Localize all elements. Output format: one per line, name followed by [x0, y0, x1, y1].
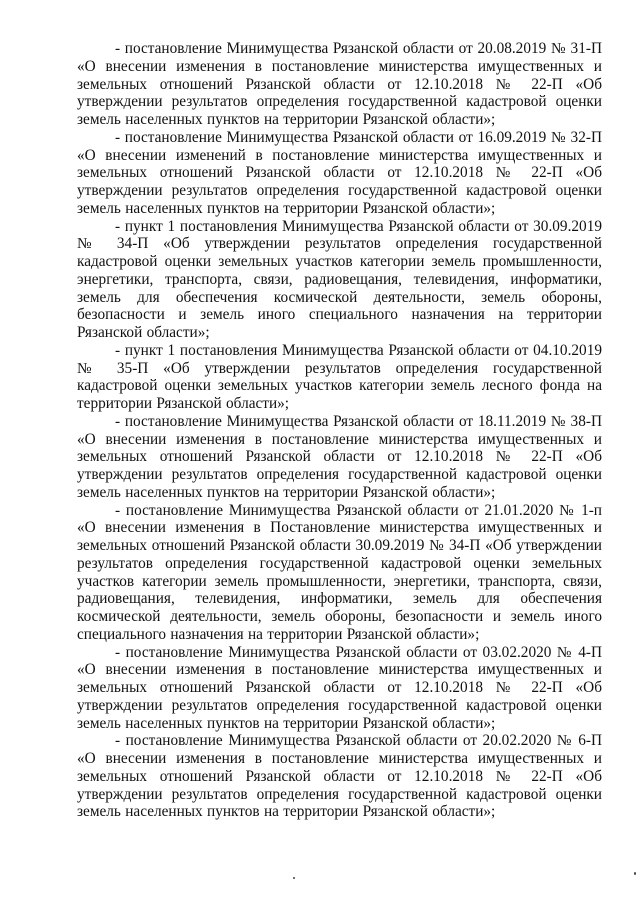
paragraph-1p: - постановление Минимущества Рязанской области от 21.01.2020 № 1-п «О внесении изменения в Постановление министерства имущественных и земельных отношений Рязанской области 30.09.2019 № 34-П «Об утверждении результатов определения государственной кадастровой оценки земельных участков категории земель промышленности, энергетики, транспорта, связи, радиовещания, телевидения, информатики, земель для обеспечения космической деятельности, земель обороны, безопасности и земель иного специального назначения на территории Рязанской области»;: [77, 501, 602, 643]
paragraph-35p: - пункт 1 постановления Минимущества Рязанской области от 04.10.2019 № 35-П «Об утверждении результатов определения государственной кадастровой оценки земельных участков категории земель лесного фонда на территории Рязанской области»;: [77, 341, 602, 412]
paragraph-32p: - постановление Минимущества Рязанской области от 16.09.2019 № 32-П «О внесении изменений в постановление министерства имущественных и земельных отношений Рязанской области от 12.10.2018 № 22-П «Об утверждении результатов определения государственной кадастровой оценки земель населенных пунктов на территории Рязанской области»;: [77, 128, 602, 217]
paragraph-34p: - пункт 1 постановления Минимущества Рязанской области от 30.09.2019 № 34-П «Об утверждении результатов определения государственной кадастровой оценки земельных участков категории земель промышленности, энергетики, транспорта, связи, радиовещания, телевидения, информатики, земель для обеспечения космической деятельности, земель обороны, безопасности и земель иного специального назначения на территории Рязанской области»;: [77, 217, 602, 341]
paragraph-4p: - постановление Минимущества Рязанской области от 03.02.2020 № 4-П «О внесении изменения в постановление министерства имущественных и земельных отношений Рязанской области от 12.10.2018 № 22-П «Об утверждении результатов определения государственной кадастровой оценки земель населенных пунктов на территории Рязанской области»;: [77, 643, 602, 732]
paragraph-38p: - постановление Минимущества Рязанской области от 18.11.2019 № 38-П «О внесении изменения в постановление министерства имущественных и земельных отношений Рязанской области от 12.10.2018 № 22-П «Об утверждении результатов определения государственной кадастровой оценки земель населенных пунктов на территории Рязанской области»;: [77, 412, 602, 501]
scan-speck: [293, 877, 295, 879]
paragraph-6p: - постановление Минимущества Рязанской области от 20.02.2020 № 6-П «О внесении изменения в постановление министерства имущественных и земельных отношений Рязанской области от 12.10.2018 № 22-П «Об утверждении результатов определения государственной кадастровой оценки земель населенных пунктов на территории Рязанской области»;: [77, 732, 602, 821]
document-page: [77, 40, 602, 821]
scan-speck: [634, 872, 636, 875]
paragraph-31p: - постановление Минимущества Рязанской области от 20.08.2019 № 31-П «О внесении изменения в постановление министерства имущественных и земельных отношений Рязанской области от 12.10.2018 № 22-П «Об утверждении результатов определения государственной кадастровой оценки земель населенных пунктов на территории Рязанской области»;: [77, 40, 602, 128]
